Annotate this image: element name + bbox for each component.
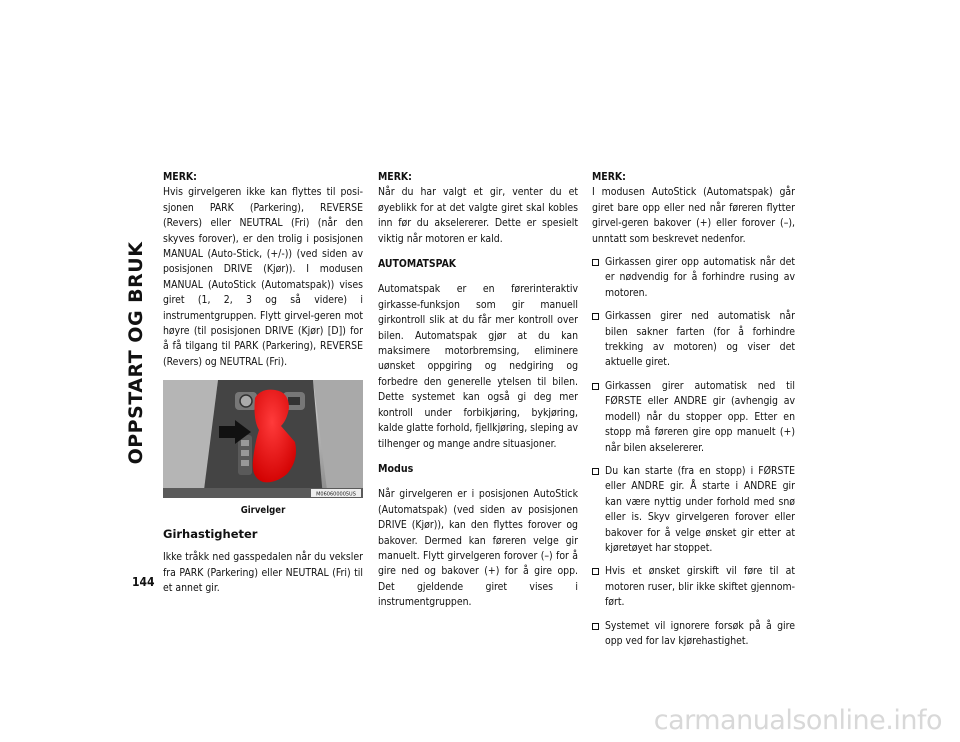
body-automatspak: Automatspak er en førerinteraktiv girkasse-funksjon som gir manuell girkontroll slik at du får mer kontroll over bilen. Automatspak gjør at du kan maksimere motorbremsing, eliminere uønsket oppgiring og nedgiring og forbedre den generelle ytelsen til bilen. Dette systemet kan også gi deg mer kontroll under forbikjøring, bykjøring, kalde glatte forhold, fjellkjøring, sleping av tilhenger og mange andre situasjoner. bbox=[378, 283, 578, 450]
note-text: I modusen AutoStick (Automatspak) går giret bare opp eller ned når føreren flytter girvel-geren bakover (+) eller forover (–), unntatt som beskrevet nedenfor. bbox=[592, 186, 795, 245]
column-1 bbox=[163, 170, 363, 596]
body-modus: Når girvelgeren er i posisjonen AutoStick (Automatspak) (ved siden av posisjonen DRIVE (Kjør)), kan den flyttes forover og bakover. Dermed kan føreren velge gir manuelt. Flytt girvelgeren forover (–) for å gire ned og bakover (+) for å gire opp. Det gjeldende giret vises i instrumentgruppen. bbox=[378, 488, 578, 609]
checkbox-bullet-icon bbox=[592, 623, 599, 630]
note-text: Når du har valgt et gir, venter du et øyeblikk for at det valgte giret skal kobles inn før du akselererer. Dette er spesielt viktig når motoren er kald. bbox=[378, 186, 578, 245]
column-2 bbox=[378, 170, 578, 611]
note-text: Hvis girvelgeren ikke kan flyttes til posi-sjonen PARK (Parkering), REVERSE (Revers) eller NEUTRAL (Fri) (når den skyves forover), er den trolig i posisjonen MANUAL (Auto-Stick, (+/-)) (ved siden av posisjonen DRIVE (Kjør)). I modusen MANUAL (AutoStick (Automatspak)) vises giret (1, 2, 3 og så videre) i instrumentgruppen. Flytt girvel-geren mot høyre (til posisjonen DRIVE (Kjør) [D]) for å få tilgang til PARK (Parkering), REVERSE (Revers) og NEUTRAL (Fri). bbox=[163, 186, 363, 368]
figure-code: M060600005US bbox=[316, 491, 356, 498]
watermark: carmanualsonline.info bbox=[653, 705, 942, 736]
side-title-text: OPPSTART OG BRUK bbox=[125, 241, 147, 465]
list-item: Hvis et ønsket girskift vil føre til at motoren ruser, blir ikke skiftet gjennom-ført. bbox=[592, 564, 795, 610]
gear-selector-figure bbox=[163, 380, 363, 498]
note-label: MERK: bbox=[163, 171, 197, 183]
checkbox-bullet-icon bbox=[592, 468, 599, 475]
page-number: 144 bbox=[132, 575, 155, 589]
bullet-list bbox=[592, 255, 795, 649]
list-item: Systemet vil ignorere forsøk på å gire opp ved for lav kjørehastighet. bbox=[592, 619, 795, 650]
figure-caption: Girvelger bbox=[240, 505, 286, 517]
list-item: Du kan starte (fra en stopp) i FØRSTE eller ANDRE gir. Å starte i ANDRE gir kan være nyttig under forhold med snø eller is. Skyv girvelgeren forover eller bakover for å velge ønsket gir etter at kjøretøyet har stoppet. bbox=[592, 464, 795, 556]
list-item: Girkassen girer opp automatisk når det er nødvendig for å forhindre rusing av motoren. bbox=[592, 255, 795, 301]
column-3 bbox=[592, 170, 795, 657]
checkbox-bullet-icon bbox=[592, 313, 599, 320]
section-side-title bbox=[116, 168, 156, 538]
note-label: MERK: bbox=[378, 171, 412, 183]
subheading-modus: Modus bbox=[378, 462, 414, 475]
checkbox-bullet-icon bbox=[592, 383, 599, 390]
body-girhastigheter: Ikke tråkk ned gasspedalen når du veksler fra PARK (Parkering) eller NEUTRAL (Fri) til et annet gir. bbox=[163, 551, 363, 594]
note-label: MERK: bbox=[592, 171, 626, 183]
heading-automatspak: AUTOMATSPAK bbox=[378, 258, 457, 271]
checkbox-bullet-icon bbox=[592, 568, 599, 575]
list-item: Girkassen girer ned automatisk når bilen sakner farten (for å forhindre trekking av motoren) og viser det aktuelle giret. bbox=[592, 309, 795, 371]
gear-selector-illustration bbox=[163, 380, 363, 498]
list-item: Girkassen girer automatisk ned til FØRSTE eller ANDRE gir (avhengig av modell) når du stopper opp. Etter en stopp må føreren gire opp manuelt (+) når bilen akselererer. bbox=[592, 379, 795, 456]
heading-girhastigheter: Girhastigheter bbox=[163, 526, 258, 541]
checkbox-bullet-icon bbox=[592, 259, 599, 266]
